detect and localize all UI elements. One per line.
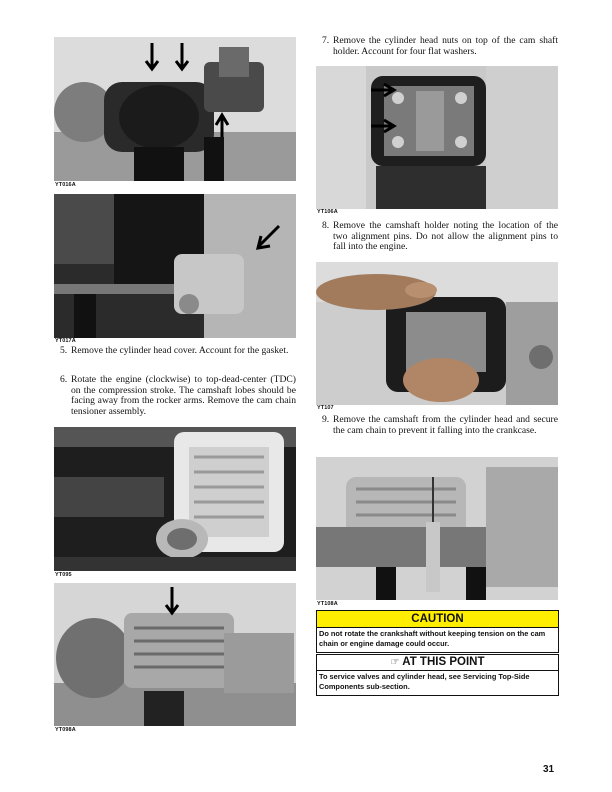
step-7 — [322, 36, 558, 57]
step-5 — [60, 346, 296, 357]
at-this-point-text: To service valves and cylinder head, see Servicing Top-Side Components sub-section. — [319, 672, 530, 692]
at-this-point-box — [316, 654, 559, 696]
engine-photo — [54, 37, 296, 181]
tensioner-photo — [54, 194, 296, 338]
step-number: 7. — [322, 35, 330, 46]
pointing-hand-icon: ☞ — [390, 657, 400, 668]
step-9 — [322, 415, 558, 436]
step-text: Remove the camshaft holder noting the location of the two alignment pins. Do not allow the alignment pins to fall into the engine. — [333, 220, 558, 253]
camshaft-holder-removal-photo — [316, 262, 558, 405]
at-this-point-header — [317, 655, 558, 671]
step-text: Remove the cylinder head nuts on top of the cam shaft holder. Account for four flat washers. — [333, 35, 558, 57]
step-number: 5. — [60, 345, 68, 356]
figure-yt107 — [316, 262, 558, 405]
figure-yt106a — [316, 66, 558, 209]
page-number: 31 — [543, 764, 555, 775]
step-number: 6. — [60, 374, 68, 385]
cam-chain-secured-photo — [316, 457, 558, 600]
caution-title: CAUTION — [317, 611, 558, 628]
figure-caption: YT098A — [55, 727, 76, 733]
step-text: Remove the camshaft from the cylinder head and secure the cam chain to prevent it falling into the crankcase. — [333, 414, 558, 436]
figure-caption: YT016A — [55, 182, 76, 188]
step-number: 8. — [322, 220, 330, 231]
step-8 — [322, 221, 558, 253]
step-text: Rotate the engine (clockwise) to top-dead-center (TDC) on the compression stroke. The camshaft lobes should be facing away from the rocker arms. Remove the cam chain tensioner assembly. — [71, 374, 296, 417]
at-this-point-title: AT THIS POINT — [402, 656, 485, 668]
figure-yt017a — [54, 194, 296, 338]
figure-caption: YT095 — [55, 572, 72, 578]
figure-caption: YT107 — [317, 405, 334, 411]
figure-yt095 — [54, 427, 296, 571]
step-6 — [60, 375, 296, 417]
step-number: 9. — [322, 414, 330, 425]
caution-box — [316, 610, 559, 653]
figure-caption: YT106A — [317, 209, 338, 215]
step-text: Remove the cylinder head cover. Account for the gasket. — [71, 345, 289, 356]
figure-yt016a — [54, 37, 296, 181]
figure-yt098a — [54, 583, 296, 726]
figure-yt108a — [316, 457, 558, 600]
flywheel-photo — [54, 427, 296, 571]
figure-caption: YT017A — [55, 338, 76, 344]
cylinder-head-cover-photo — [54, 583, 296, 726]
caution-text: Do not rotate the crankshaft without keeping tension on the cam chain or engine damage could occur. — [319, 629, 546, 649]
figure-caption: YT108A — [317, 601, 338, 607]
cam-holder-nuts-photo — [316, 66, 558, 209]
